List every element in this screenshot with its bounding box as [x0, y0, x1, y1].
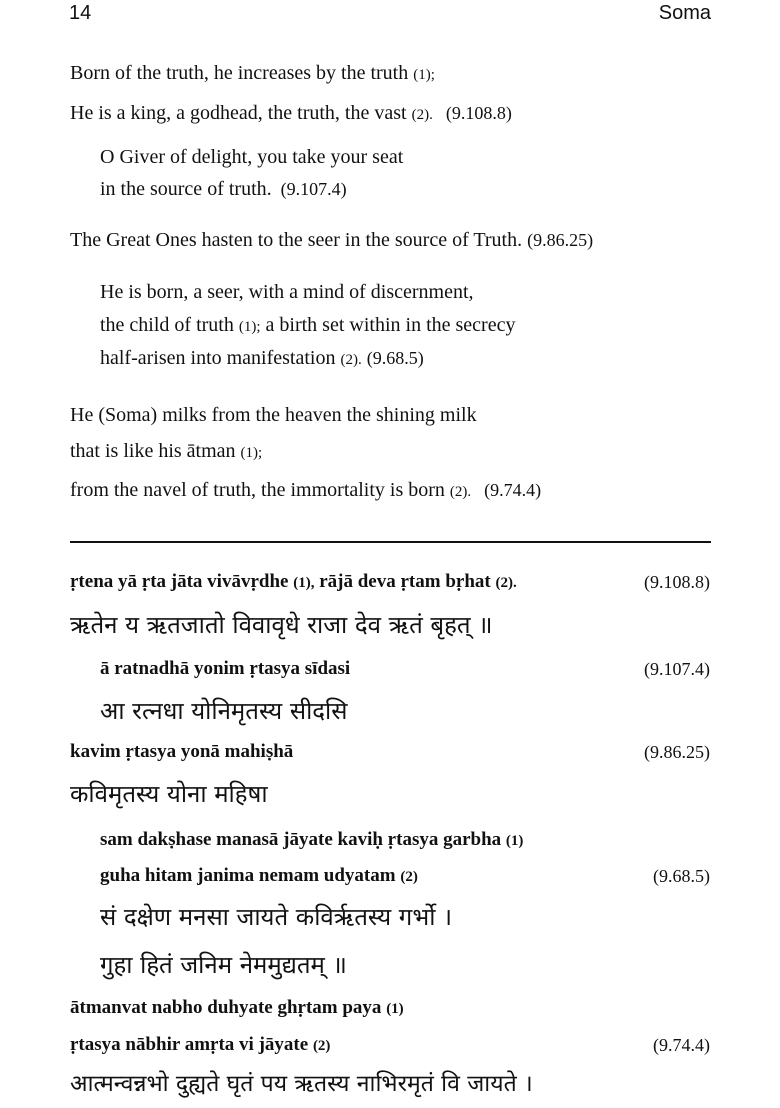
sanskrit-2-reference: (9.107.4) — [644, 659, 710, 679]
transliteration-marker: (1), — [293, 575, 315, 591]
verse-4-line-3 — [100, 347, 424, 370]
verse-marker: (1); — [413, 67, 435, 83]
verse-text: Born of the truth, he increases by the truth — [70, 62, 409, 84]
transliteration-marker: (2) — [312, 1038, 331, 1054]
verse-marker: (1); — [238, 319, 261, 335]
transliteration-marker: (1) — [386, 1001, 404, 1017]
sanskrit-3-transliteration: kavim ṛtasya yonā mahiṣhā — [70, 741, 294, 762]
verse-marker: (2). — [449, 484, 472, 500]
page-title: Soma — [658, 2, 711, 24]
verse-reference: (9.108.8) — [445, 103, 512, 123]
sanskrit-3-reference: (9.86.25) — [644, 742, 710, 762]
verse-marker: (1); — [240, 445, 263, 461]
verse-text: a birth set within in the secrecy — [265, 314, 516, 336]
sanskrit-2-transliteration: ā ratnadhā yonim ṛtasya sīdasi — [100, 658, 351, 679]
transliteration-marker: (1) — [505, 833, 524, 849]
verse-5-line-2 — [70, 440, 262, 463]
sanskrit-5-transliteration-1 — [70, 997, 404, 1019]
verse-marker: (2). — [411, 107, 433, 123]
sanskrit-4-transliteration-1 — [100, 829, 523, 851]
verse-marker: (2). — [340, 352, 362, 368]
sanskrit-1-transliteration — [70, 571, 517, 593]
verse-text: that is like his ātman — [70, 440, 236, 462]
verse-text: in the source of truth. — [100, 178, 272, 200]
verse-2-line-1: O Giver of delight, you take your seat — [100, 146, 404, 168]
verse-1-line-2 — [70, 102, 512, 125]
transliteration-text: sam dakṣhase manasā jāyate kaviḥ ṛtasya garbha — [100, 829, 502, 850]
transliteration-marker: (2) — [400, 869, 418, 885]
verse-4-line-1: He is born, a seer, with a mind of discernment, — [100, 281, 474, 303]
transliteration-text: guha hitam janima nemam udyatam — [100, 865, 396, 886]
verse-3-line-1 — [70, 229, 593, 252]
verse-4-line-2 — [100, 314, 515, 337]
verse-text: from the navel of truth, the immortality is born — [70, 479, 445, 501]
sanskrit-2-devanagari: आ रत्नधा योनिमृतस्य सीदसि — [100, 697, 348, 725]
verse-text: half-arisen into manifestation — [100, 347, 336, 369]
verse-5-line-1: He (Soma) milks from the heaven the shining milk — [70, 404, 477, 426]
sanskrit-4-devanagari-1: सं दक्षेण मनसा जायते कविर्ऋतस्य गर्भो । — [100, 903, 453, 931]
page-number: 14 — [69, 2, 92, 24]
transliteration-text: rājā deva ṛtam bṛhat — [319, 571, 491, 592]
sanskrit-5-reference: (9.74.4) — [653, 1035, 710, 1055]
verse-1-line-1 — [70, 62, 435, 85]
verse-text: the child of truth — [100, 314, 234, 336]
verse-5-line-3 — [70, 479, 541, 502]
verse-text: He is a king, a godhead, the truth, the vast — [70, 102, 407, 124]
verse-reference: (9.74.4) — [484, 480, 542, 500]
section-divider — [70, 541, 711, 543]
transliteration-text: ṛtena yā ṛta jāta vivāvṛdhe — [70, 571, 289, 592]
sanskrit-3-devanagari: कविमृतस्य योना महिषा — [70, 780, 268, 808]
verse-reference: (9.86.25) — [527, 230, 594, 250]
sanskrit-4-reference: (9.68.5) — [653, 866, 710, 886]
sanskrit-5-devanagari: आत्मन्वन्नभो दुह्यते घृतं पय ऋतस्य नाभिरमृतं वि जायते । — [70, 1071, 533, 1097]
sanskrit-4-devanagari-2: गुहा हितं जनिम नेममुद्यतम् ॥ — [100, 951, 347, 979]
verse-2-line-2 — [100, 178, 347, 201]
transliteration-text: ṛtasya nābhir amṛta vi jāyate — [70, 1034, 309, 1055]
sanskrit-5-transliteration-2 — [70, 1034, 330, 1056]
transliteration-text: ātmanvat nabho duhyate ghṛtam paya — [70, 997, 382, 1018]
sanskrit-1-devanagari: ऋतेन य ऋतजातो विवावृधे राजा देव ऋतं बृहत् ॥ — [70, 611, 493, 639]
sanskrit-1-reference: (9.108.8) — [644, 572, 710, 592]
verse-reference: (9.107.4) — [280, 179, 347, 199]
transliteration-marker: (2). — [495, 575, 517, 591]
verse-reference: (9.68.5) — [366, 348, 424, 368]
sanskrit-4-transliteration-2 — [100, 865, 418, 887]
verse-text: The Great Ones hasten to the seer in the source of Truth. — [70, 229, 523, 251]
